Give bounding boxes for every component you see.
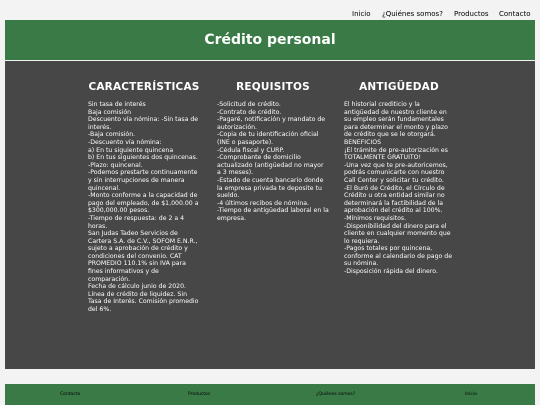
requisitos-heading: REQUISITOS — [236, 81, 310, 93]
footer-link-contacto[interactable]: Contacto — [60, 392, 81, 397]
footer-navigation — [5, 384, 535, 405]
footer-link-productos[interactable]: Productos — [188, 392, 211, 397]
nav-link-inicio[interactable]: Inicio — [352, 10, 371, 18]
requisitos-column — [217, 81, 329, 223]
antiguedad-heading: ANTIGÜEDAD — [359, 81, 439, 93]
content-panel — [5, 61, 535, 369]
requisitos-text: -Solicitud de crédito. -Contrato de crédito. -Pagaré, notificación y mandato de autorización. -Copia de tu identificación oficial (INE o pasaporte). -Cédula fiscal y CURP. -Comprobante de domicilio actualizado (antigüedad no mayor a 3 meses). -Estado de cuenta bancario donde la empresa privada te deposite tu sueldo. -4 últimos recibos de nómina. -Tiempo de antigüedad laboral en la empresa. — [217, 101, 329, 222]
nav-link-productos[interactable]: Productos — [454, 10, 489, 18]
antiguedad-text: El historial crediticio y la antigüedad de nuestro cliente en su empleo serán fundamentales para determinar el monto y plazo de crédito que se le otorgará. BENEFICIOS ¡El trámite de pre-autorización es TOTALMENTE GRATUITO! -Una vez que te pre-autoricemos, podrás comunicarte con nuestro Call Center y solicitar tu crédito. -El Buró de Crédito, el Círculo de Crédito u otra entidad similar no determinará la factibilidad de la aprobación del crédito al 100%. -Mínimos requisitos. -Disponibilidad del dinero para el cliente en cualquier momento que lo requiera. -Pagos totales por quincena, conforme al calendario de pago de su nómina. -Disposición rápida del dinero. — [344, 101, 452, 276]
nav-link-contacto[interactable]: Contacto — [499, 10, 531, 18]
nav-link-quienes-somos[interactable]: ¿Quiénes somos? — [382, 10, 443, 18]
antiguedad-column — [344, 81, 454, 276]
caracteristicas-text: Sin tasa de interés Baja comisión Descuento vía nómina: -Sin tasa de interés. -Baja comisión. -Descuento vía nómina: a) En tu siguiente quincena b) En tus siguientes dos quincenas. -Plazo: quincenal. -Podemos prestarte continuamente y sin interrupciones de manera quincenal. -Monto conforme a la capacidad de pago del empleado, de $1,000.00 a $300,000.00 pesos. -Tiempo de respuesta: de 2 a 4 horas. San Judas Tadeo Servicios de Cartera S.A. de C.V., SOFOM E.N.R., sujeto a aprobación de crédito y condiciones del convenio. CAT PROMEDIO 110.1% sin IVA para fines informativos y de comparación. Fecha de cálculo junio de 2020. Línea de crédito de liquidez. Sin Tasa de Interés. Comisión promedio del 6%. — [88, 101, 199, 314]
caracteristicas-heading: CARACTERÍSTICAS — [88, 81, 200, 93]
page-banner — [5, 20, 535, 60]
footer-link-quienes-somos[interactable]: ¿Quiénes somos? — [316, 392, 356, 397]
footer-link-inicio[interactable]: Inicio — [465, 392, 477, 397]
caracteristicas-column — [88, 81, 200, 314]
top-navigation — [0, 0, 540, 19]
page-title: Crédito personal — [204, 32, 336, 48]
